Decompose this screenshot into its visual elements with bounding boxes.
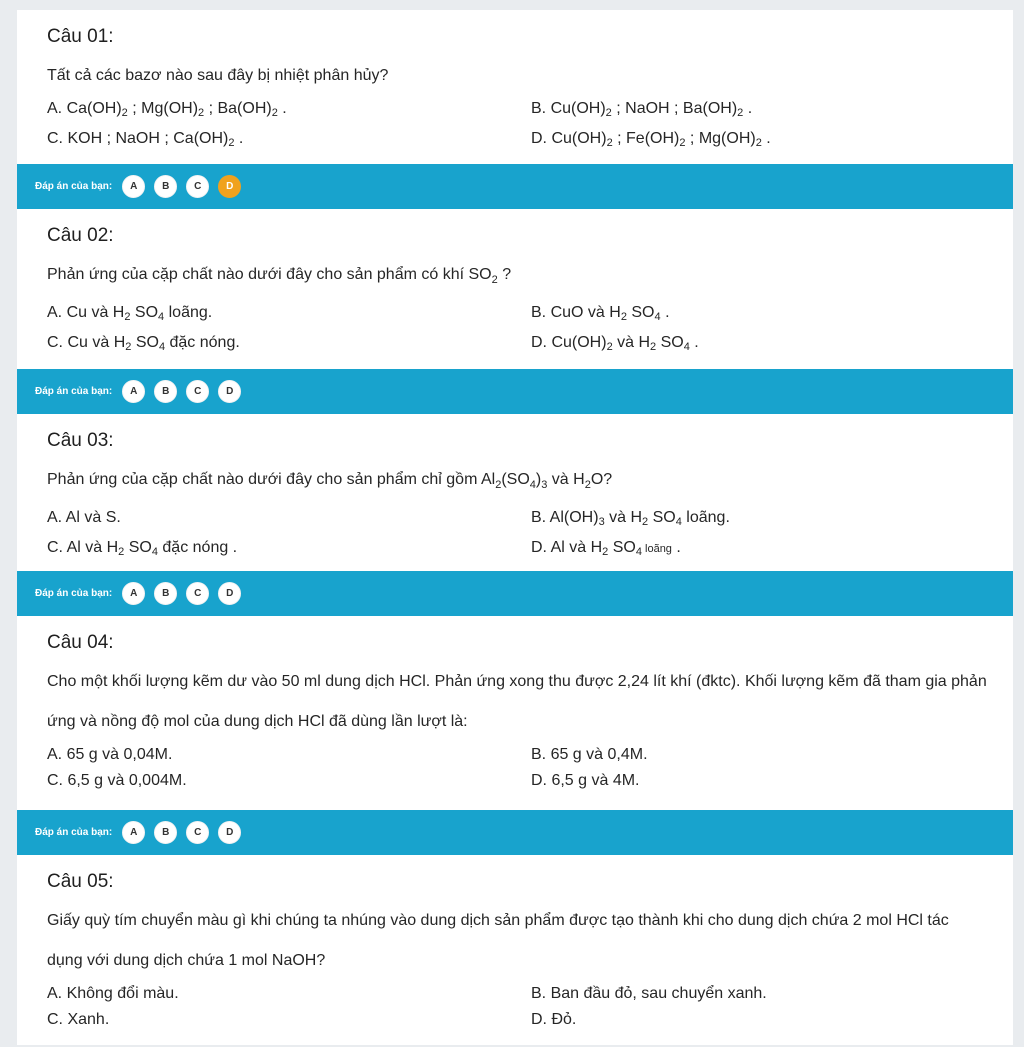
option-c: C. 6,5 g và 0,004M. [47, 772, 187, 789]
answer-bar [17, 164, 1013, 209]
quiz-list [17, 10, 1013, 1045]
option-c: C. Cu và $H_2$ $SO_4$ đặc nóng. [47, 334, 240, 354]
answer-choice-c[interactable]: C [186, 175, 209, 198]
option-d: D. Đỏ. [531, 1011, 577, 1028]
option-d: D. $Cu(OH)_2$ ; $Fe(OH)_2$ ; $Mg(OH)_2$ . [531, 130, 771, 149]
question-title: Câu 03: [47, 430, 114, 451]
answer-choice-c[interactable]: C [186, 821, 209, 844]
answer-choice-a[interactable]: A [122, 582, 145, 605]
options-grid [47, 744, 987, 792]
question-title: Câu 04: [47, 632, 114, 653]
answer-choice-c[interactable]: C [186, 582, 209, 605]
options-grid [47, 983, 987, 1031]
option-c: C. Al và $H_2$ $SO_4$ đặc nóng . [47, 539, 238, 559]
answer-choice-b[interactable]: B [154, 380, 177, 403]
question-text: Phản ứng của cặp chất nào dưới đây cho sản phẩm chỉ gồm $Al_2(SO_4)_3$ và $H_2O$? [47, 471, 613, 492]
answer-choice-c[interactable]: C [186, 380, 209, 403]
answer-choice-d[interactable]: D [218, 582, 241, 605]
answer-label: Đáp án của bạn: [35, 588, 113, 599]
question-text: Phản ứng của cặp chất nào dưới đây cho sản phẩm có khí $SO_2$ ? [47, 266, 512, 287]
answer-choice-d[interactable]: D [218, 821, 241, 844]
option-b: B. $Cu(OH)_2$ ; NaOH ; $Ba(OH)_2$ . [531, 100, 753, 119]
option-c: C. Xanh. [47, 1011, 110, 1028]
answer-choice-d[interactable]: D [218, 175, 241, 198]
question-text: Tất cả các bazơ nào sau đây bị nhiệt phân hủy? [47, 67, 389, 84]
question-card-3 [17, 414, 1013, 571]
answer-bar [17, 810, 1013, 855]
option-a: A. Không đổi màu. [47, 985, 179, 1002]
answer-choice-d[interactable]: D [218, 380, 241, 403]
option-b: B. 65 g và 0,4M. [531, 746, 648, 763]
option-a: A. $Ca(OH)_2$ ; $Mg(OH)_2$ ; $Ba(OH)_2$ . [47, 100, 287, 119]
options-grid [47, 507, 987, 563]
option-a: A. Al và S. [47, 509, 121, 527]
answer-choice-a[interactable]: A [122, 380, 145, 403]
option-b: B. $Al(OH)_3$ và $H_2$ $SO_4$ loãng. [531, 509, 730, 529]
answer-choice-a[interactable]: A [122, 175, 145, 198]
question-card-2 [17, 209, 1013, 369]
option-a: A. Cu và $H_2$ $SO_4$ loãng. [47, 304, 213, 324]
question-title: Câu 05: [47, 871, 114, 892]
answer-choice-b[interactable]: B [154, 582, 177, 605]
options-grid [47, 98, 987, 154]
option-d: D. 6,5 g và 4M. [531, 772, 640, 789]
option-d: D. $Cu(OH)_2$ và $H_2$ $SO_4$ . [531, 334, 699, 354]
answer-label: Đáp án của bạn: [35, 827, 113, 838]
answer-label: Đáp án của bạn: [35, 181, 113, 192]
answer-choice-b[interactable]: B [154, 175, 177, 198]
question-card-4 [17, 616, 1013, 810]
options-grid [47, 302, 987, 358]
option-a: A. 65 g và 0,04M. [47, 746, 173, 763]
answer-label: Đáp án của bạn: [35, 386, 113, 397]
option-c: C. KOH ; NaOH ; $Ca(OH)_2$ . [47, 130, 244, 149]
answer-bar [17, 369, 1013, 414]
answer-choice-a[interactable]: A [122, 821, 145, 844]
option-d: D. Al và $H_2$ $SO_4$ loãng . [531, 539, 681, 559]
option-b: B. Ban đầu đỏ, sau chuyển xanh. [531, 985, 767, 1002]
question-title: Câu 02: [47, 225, 114, 246]
question-text: Cho một khối lượng kẽm dư vào 50 ml dung dịch HCl. Phản ứng xong thu được 2,24 lít khí (đktc). Khối lượng kẽm đã tham gia phản ứng và nồng độ mol của dung dịch HCl đã dùng lần lượt là: [47, 673, 987, 730]
question-card-5 [17, 855, 1013, 1045]
question-card-1 [17, 10, 1013, 164]
answer-choice-b[interactable]: B [154, 821, 177, 844]
answer-bar [17, 571, 1013, 616]
question-text: Giấy quỳ tím chuyển màu gì khi chúng ta nhúng vào dung dịch sản phẩm được tạo thành khi cho dung dịch chứa 2 mol HCl tác dụng với dung dịch chứa 1 mol NaOH? [47, 912, 949, 969]
option-b: B. CuO và $H_2$ $SO_4$ . [531, 304, 670, 324]
question-title: Câu 01: [47, 26, 114, 47]
